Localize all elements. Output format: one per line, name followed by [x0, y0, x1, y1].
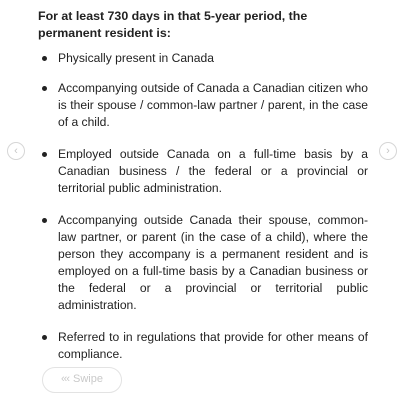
- next-slide-button[interactable]: [379, 142, 397, 160]
- bullet-icon: [42, 218, 47, 223]
- list-item: [40, 80, 368, 131]
- prev-slide-button[interactable]: [7, 142, 25, 160]
- chevron-left-icon: ‹: [14, 145, 18, 157]
- swipe-button[interactable]: [42, 367, 122, 393]
- bullet-icon: [42, 86, 47, 91]
- list-item: [40, 146, 368, 197]
- list-item: [40, 329, 368, 363]
- requirements-list: [40, 50, 368, 363]
- list-item-text: Accompanying outside of Canada a Canadian citizen who is their spouse / common-law partner / parent, in the case of a child.: [58, 81, 368, 129]
- bullet-icon: [42, 335, 47, 340]
- list-item-text: Referred to in regulations that provide for other means of compliance.: [58, 330, 368, 361]
- list-item-text: Employed outside Canada on a full-time basis by a Canadian business / the federal or a provincial or territorial public administration.: [58, 147, 368, 195]
- list-item: [40, 212, 368, 314]
- swipe-label: Swipe: [73, 373, 103, 385]
- bullet-icon: [42, 56, 47, 61]
- bullet-icon: [42, 152, 47, 157]
- triple-chevron-left-icon: ‹‹‹: [61, 373, 70, 385]
- section-heading: For at least 730 days in that 5-year period, the permanent resident is:: [38, 9, 308, 40]
- list-item-text: Accompanying outside Canada their spouse, common-law partner, or parent (in the case of a child), where the person they accompany is a permanent resident and is employed on a full-time basis by a Canadian business or the federal or a provincial or territorial public administration.: [58, 213, 368, 312]
- list-item-text: Physically present in Canada: [58, 51, 214, 65]
- chevron-right-icon: ›: [386, 145, 390, 157]
- list-item: [40, 50, 368, 67]
